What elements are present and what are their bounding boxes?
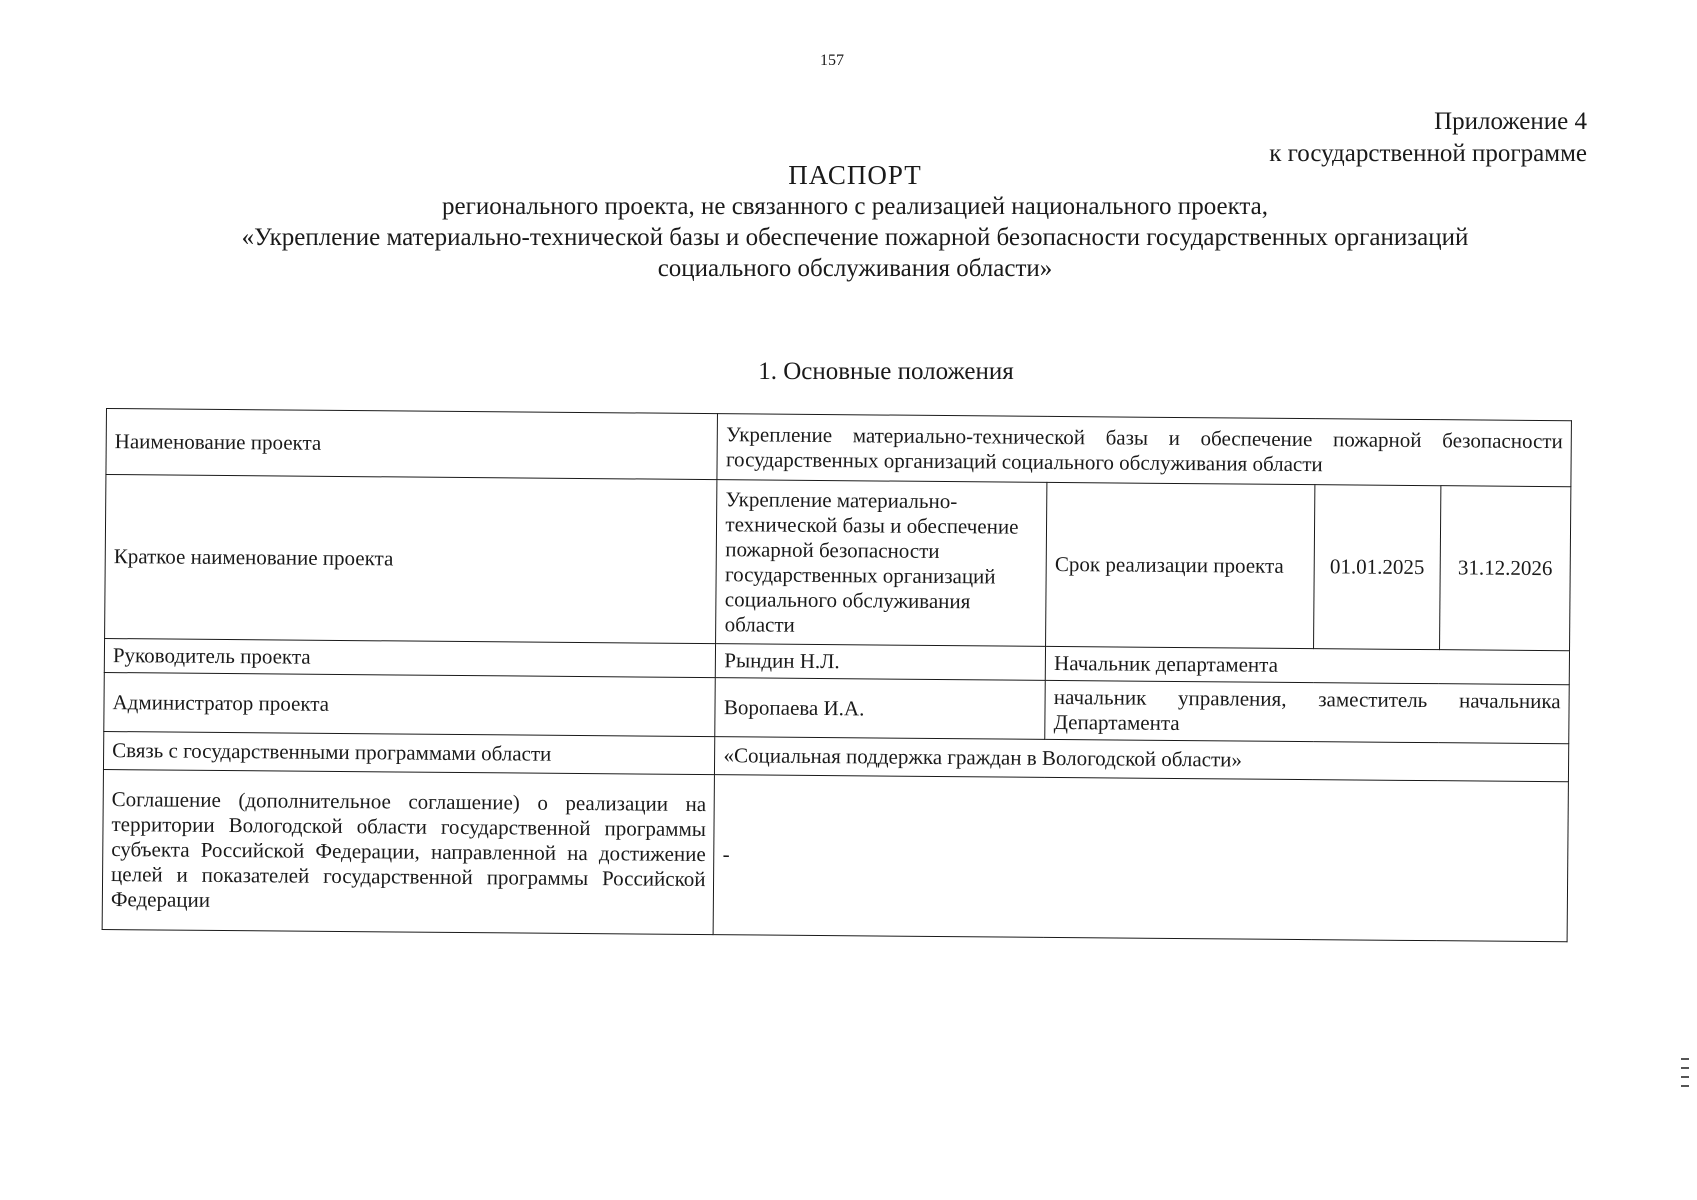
administrator-name: Воропаева И.А. bbox=[715, 678, 1045, 740]
agreement-label: Соглашение (дополнительное соглашение) о реализации на территории Вологодской области государственной программы субъекта Российской Федерации, направленной на достижение целей и показателей государственной программы Российской Федерации bbox=[102, 769, 715, 934]
start-date: 01.01.2025 bbox=[1314, 485, 1441, 650]
appendix-line-1: Приложение 4 bbox=[1434, 108, 1587, 135]
table-row-project-name bbox=[106, 409, 1572, 487]
short-name-value: Укрепление материально-технической базы и обеспечение пожарной безопасности государственных организаций социального обслуживания области bbox=[716, 480, 1047, 647]
title-line-1: регионального проекта, не связанного с реализацией национального проекта, bbox=[441, 193, 1268, 220]
section-heading: 1. Основные положения bbox=[758, 358, 1014, 385]
document-title: ПАСПОРТ bbox=[788, 160, 922, 190]
appendix-line-2: к государственной программе bbox=[1269, 140, 1587, 167]
project-name-value: Укрепление материально-технической базы и обеспечение пожарной безопасности государственных организаций социального обслуживания области bbox=[717, 414, 1571, 487]
document-title-block bbox=[120, 160, 1590, 284]
end-date: 31.12.2026 bbox=[1440, 486, 1571, 651]
title-line-2: «Укрепление материально-технической базы и обеспечение пожарной безопасности государственных организаций bbox=[241, 224, 1469, 251]
title-line-3: социального обслуживания области» bbox=[657, 255, 1053, 282]
head-name: Рындин Н.Л. bbox=[716, 644, 1046, 681]
administrator-label: Администратор проекта bbox=[104, 672, 716, 736]
scan-edge-marks bbox=[1681, 1058, 1689, 1094]
table-row-short-name bbox=[105, 475, 1571, 651]
passport-table bbox=[102, 408, 1572, 942]
administrator-position: начальник управления, заместитель начальника Департамента bbox=[1045, 680, 1569, 743]
agreement-value: - bbox=[714, 775, 1569, 942]
head-position: Начальник департамента bbox=[1045, 646, 1569, 684]
programs-value: «Социальная поддержка граждан в Вологодской области» bbox=[715, 737, 1569, 782]
table-row-agreement bbox=[102, 769, 1568, 941]
project-name-label: Наименование проекта bbox=[106, 409, 718, 480]
page-number: 157 bbox=[820, 52, 844, 69]
short-name-label: Краткое наименование проекта bbox=[105, 475, 718, 644]
programs-label: Связь с государственными программами области bbox=[103, 731, 715, 774]
period-label: Срок реализации проекта bbox=[1046, 482, 1315, 648]
head-label: Руководитель проекта bbox=[104, 638, 716, 677]
